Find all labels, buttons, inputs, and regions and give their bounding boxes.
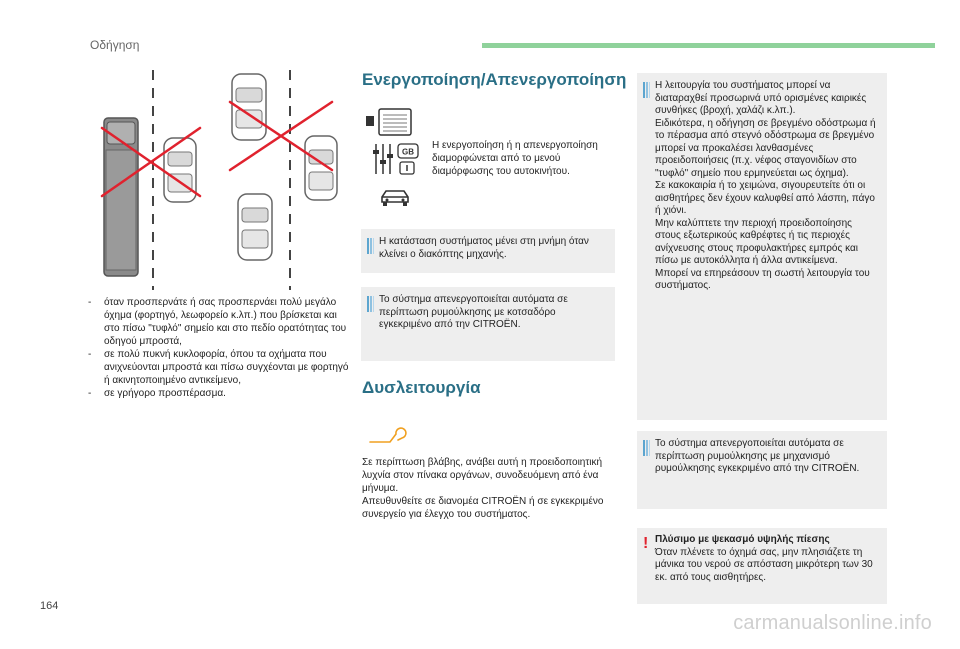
warning-box-pressure-washing [637, 528, 887, 604]
malfunction-description: Σε περίπτωση βλάβης, ανάβει αυτή η προειδοποιητική λυχνία στον πίνακα οργάνων, συνοδευόμενη από ένα μήνυμα. Απευθυνθείτε σε διανομέα CITROËN ή σε εγκεκριμένο συνεργείο για έλεγχο του συστήματος. [362, 457, 604, 520]
activation-title: Ενεργοποίηση/Απενεργοποίηση [362, 70, 627, 89]
info-box-memory [361, 229, 615, 273]
touchscreen-icon [366, 108, 414, 138]
wrench-warning-icon [368, 426, 408, 446]
page-number: 164 [40, 600, 59, 612]
bullet-marker: - [88, 297, 92, 308]
info-box-tow-device [637, 431, 887, 509]
info-icon [367, 296, 374, 312]
list-item-text: σε γρήγορο προσπέρασμα. [104, 388, 226, 399]
language-badge: GB [402, 147, 414, 157]
info-box-towing [361, 287, 615, 361]
info-box-weather [637, 73, 887, 420]
malfunction-title: Δυσλειτουργία [362, 378, 481, 397]
info-icon [643, 82, 650, 98]
limitations-list [88, 296, 350, 400]
info-text: Η λειτουργία του συστήματος μπορεί να διαταραχθεί προσωρινά υπό ορισμένες καιρικές συνθήκες (βροχή, χαλάζι κ.λπ.). Ειδικότερα, η οδήγηση σε βρεγμένο οδόστρωμα ή το πέρασμα από στεγνό οδόστρωμα σε βρεγμένο μπορεί να προκαλέσει λανθασμένες προειδοποιήσεις (π.χ. νέφος σταγονιδίων στο "τυφλό" σημείο που ερμηνεύεται ως όχημα). Σε κακοκαιρία ή το χειμώνα, σιγουρευτείτε ότι οι αισθητήρες δεν έχουν καλυφθεί από λάσπη, πάγο ή χιόνι. Μην καλύπτετε την περιοχή προειδοποίησης στους εξωτερικούς καθρέφτες ή τις περιοχές ανίχνευσης στους προφυλακτήρες εμπρός και πίσω με αυτοκόλλητα ή άλλα αντικείμενα. Μπορεί να επηρεάσουν τη σωστή λειτουργία του συστήματος. [655, 80, 876, 291]
info-text: Η κατάσταση συστήματος μένει στη μνήμη όταν κλείνει ο διακόπτης μηχανής. [379, 236, 589, 260]
list-item-text: σε πολύ πυκνή κυκλοφορία, όπου τα οχήματα που ανιχνεύονται μπροστά και πίσω συγχέονται με φορτηγό ή ακινητοποιημένο αντικείμενο, [104, 349, 349, 386]
info-icon [643, 440, 650, 456]
watermark: carmanualsonline.info [733, 612, 932, 634]
chapter-title: Οδήγηση [90, 38, 140, 52]
list-item-text: όταν προσπερνάτε ή σας προσπερνάει πολύ μεγάλο όχημα (φορτηγό, λεωφορείο κ.λπ.) που βρίσκεται και στο πίσω "τυφλό" σημείο και στο πεδίο ορατότητας του οδηγού μπροστά, [104, 297, 347, 347]
car-icon [238, 194, 272, 260]
car-icon [305, 136, 337, 200]
list-item [88, 387, 350, 400]
chapter-accent-bar [482, 43, 935, 48]
info-icon [367, 238, 374, 254]
vehicle-settings-icon [378, 186, 412, 210]
blind-spot-illustration [100, 70, 342, 290]
info-text: Το σύστημα απενεργοποιείται αυτόματα σε περίπτωση ρυμούλκησης με κοτσαδόρο εγκεκριμένο από την CITROËN. [379, 294, 568, 330]
car-icon [164, 138, 196, 202]
bullet-marker: - [88, 388, 92, 399]
settings-menu-icon [372, 142, 420, 176]
activation-description: Η ενεργοποίηση ή η απενεργοποίηση διαμορφώνεται από το μενού διαμόρφωσης του αυτοκινήτου. [432, 140, 598, 177]
warning-icon: ! [643, 535, 649, 552]
list-item [88, 348, 350, 387]
bullet-marker: - [88, 349, 92, 360]
list-item [88, 296, 350, 348]
warning-text: Όταν πλένετε το όχημά σας, μην πλησιάζετε τη μάνικα του νερού σε απόσταση μικρότερη των 30 εκ. από τους αισθητήρες. [655, 546, 873, 583]
warning-title: Πλύσιμο με ψεκασμό υψηλής πίεσης [655, 534, 830, 545]
info-text: Το σύστημα απενεργοποιείται αυτόματα σε περίπτωση ρυμούλκησης με μηχανισμό ρυμούλκησης εγκεκριμένο από την CITROËN. [655, 438, 860, 474]
